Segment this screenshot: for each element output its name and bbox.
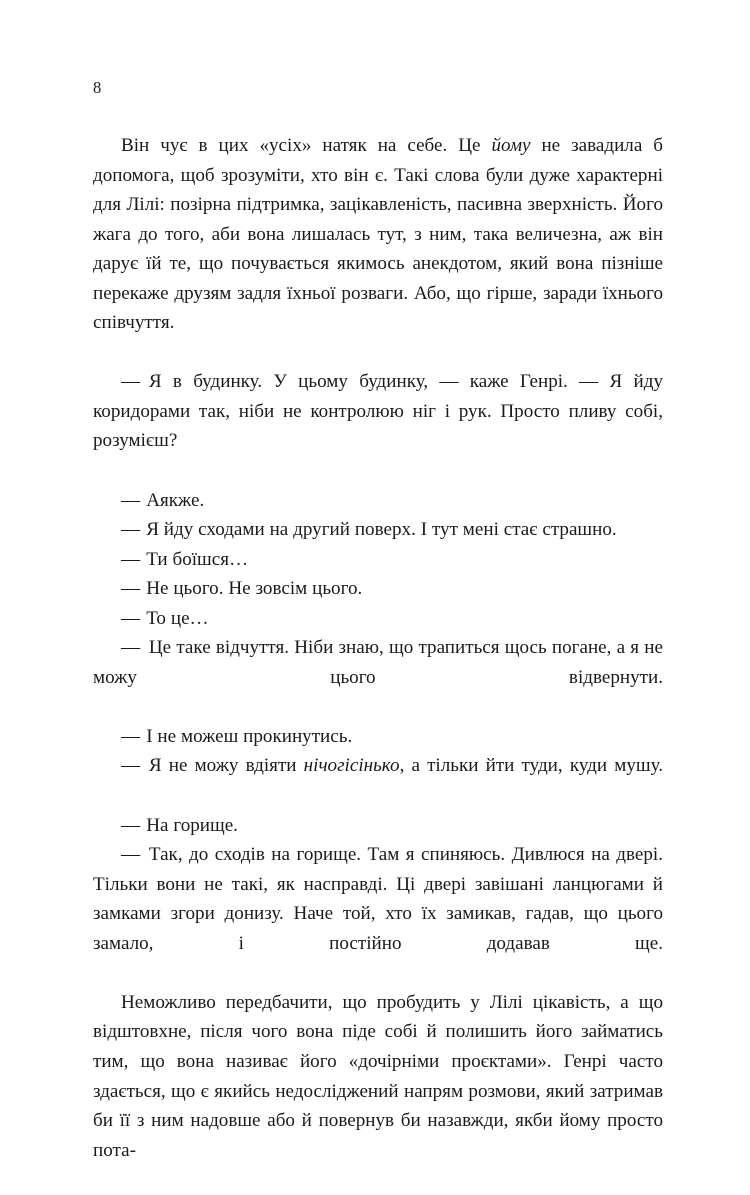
paragraph-dialogue — [93, 486, 663, 516]
dialogue-text: Я йду сходами на другий поверх. І тут мені стає страшно. — [146, 519, 617, 541]
dialogue-text: І не можеш прокинутись. — [146, 725, 353, 747]
paragraph-dialogue — [93, 545, 663, 575]
dialogue-text-lead: Я не можу вдіяти — [148, 755, 304, 777]
paragraph-narrative — [93, 131, 663, 367]
em-dash-marker: — — [121, 519, 141, 541]
em-dash-marker: — — [121, 371, 141, 393]
dialogue-text-tail: , а тільки йти туди, куди мушу. — [399, 755, 663, 777]
paragraph-dialogue — [93, 515, 663, 545]
dialogue-text: Так, до сходів на горище. Там я спиняюсь. Дивлюся на двері. Тільки вони не такі, як насправді. Ці двері завішані ланцюгами й замками згори донизу. Наче той, хто їх замикав, гадав, що цього замало, і постійно додавав ще. — [93, 844, 663, 954]
em-dash-marker: — — [121, 844, 141, 866]
dialogue-text: Ти боїшся… — [146, 548, 249, 570]
em-dash-marker: — — [121, 548, 141, 570]
text-block — [93, 131, 663, 1195]
em-dash-marker: — — [121, 637, 141, 659]
dialogue-text: Аякже. — [146, 489, 205, 511]
dialogue-text: На горище. — [146, 814, 238, 836]
em-dash-marker: — — [121, 755, 141, 777]
emphasis-word: нічогісінько — [303, 755, 400, 777]
dialogue-text: Це таке відчуття. Ніби знаю, що трапиться щось погане, а я не можу цього відвернути. — [93, 637, 663, 688]
paragraph-dialogue — [93, 722, 663, 752]
emphasis-word: йому — [491, 135, 531, 156]
em-dash-marker: — — [121, 607, 141, 629]
dialogue-text: То це… — [146, 607, 209, 629]
em-dash-marker: — — [121, 489, 141, 511]
paragraph-dialogue — [93, 633, 663, 722]
paragraph-dialogue — [93, 604, 663, 634]
paragraph-dialogue — [93, 574, 663, 604]
em-dash-marker: — — [121, 578, 141, 600]
em-dash-marker: — — [121, 814, 141, 836]
dialogue-text: Не цього. Не зовсім цього. — [146, 578, 363, 600]
paragraph-text-lead: Він чує в цих «усіх» натяк на себе. Це — [121, 135, 492, 156]
page-number: 8 — [93, 78, 102, 97]
paragraph-text: Неможливо передбачити, що пробудить у Лілі цікавість, а що відштовхне, після чого вона піде собі й полишить його займатись тим, що вона називає його «дочірніми проєктами». Генрі часто здається, що є якийсь недосліджений напрям розмови, який затримав би її з ним надовше або й повернув би назавжди, якби йому просто пота- — [93, 991, 663, 1161]
em-dash-marker: — — [121, 725, 141, 747]
paragraph-dialogue — [93, 840, 663, 988]
paragraph-dialogue — [93, 367, 663, 485]
paragraph-dialogue-emphasis — [93, 751, 663, 810]
dialogue-text: Я в будинку. У цьому будинку, — каже Генрі. — Я йду коридорами так, ніби не контролюю ніг і рук. Просто пливу собі, розумієш? — [93, 371, 663, 452]
paragraph-text-tail: не завадила б допомога, щоб зрозуміти, хто він є. Такі слова були дуже характерні для Лілі: позірна підтримка, зацікавленість, пасивна зверхність. Його жага до того, аби вона лишалась тут, з ним, така величезна, аж він дарує їй те, що почувається якимось анекдотом, який вона пізніше перекаже друзям задля їхньої розваги. Або, що гірше, заради їхнього співчуття. — [93, 135, 663, 334]
paragraph-dialogue — [93, 811, 663, 841]
